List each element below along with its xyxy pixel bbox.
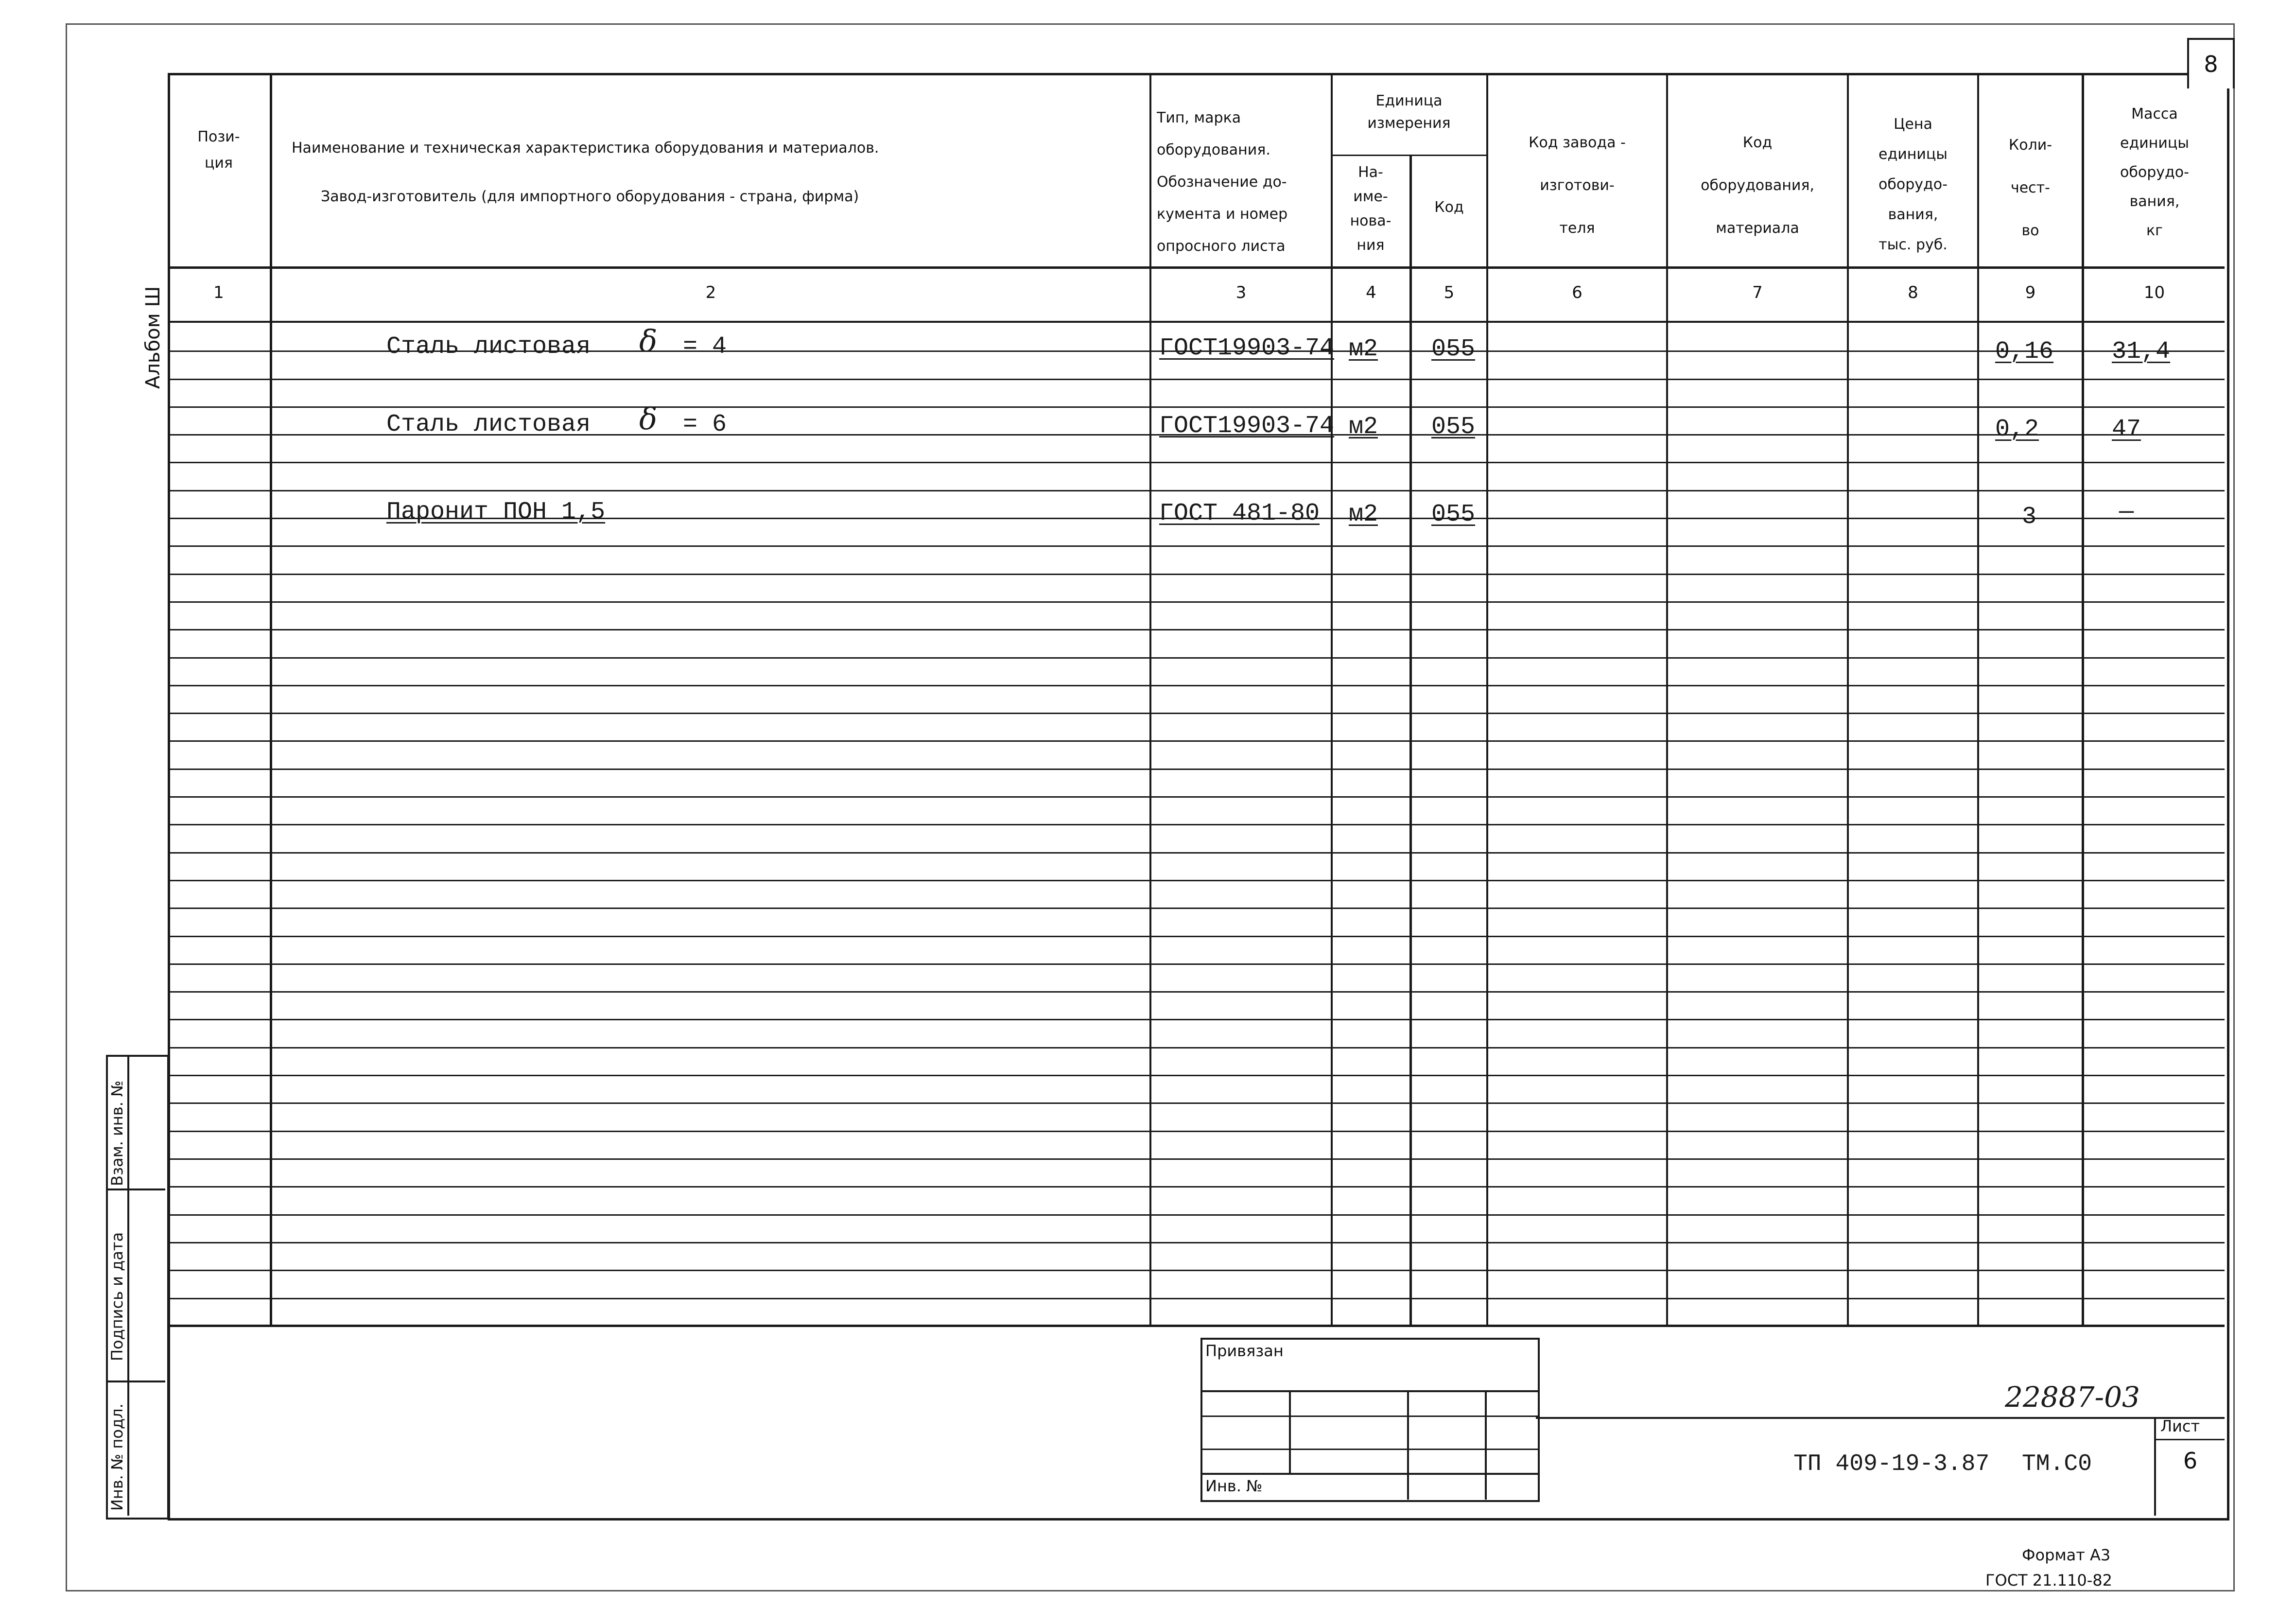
column-number: 5: [1444, 283, 1455, 302]
table-row-line: [168, 601, 2225, 603]
document-suffix: ТМ.С0: [2022, 1451, 2092, 1477]
header-price: Цена единицы оборудо- вания, тыс. руб.: [1879, 116, 1948, 253]
column-number: 1: [213, 283, 224, 302]
table-row-line: [168, 1019, 2225, 1020]
delta-symbol: δ: [639, 401, 658, 437]
header-unit: Единица измерения: [1367, 92, 1451, 132]
row-unit: м2: [1349, 335, 1378, 363]
standard-label: ГОСТ 21.110-82: [1985, 1571, 2112, 1590]
table-row-line: [168, 545, 2225, 547]
row-mass: 47: [2112, 416, 2141, 443]
stamp-inv-original: Инв. № подл.: [108, 1403, 126, 1511]
table-row-line: [168, 490, 2225, 491]
col-line-2: [1149, 73, 1151, 1325]
col-line-3: [1331, 73, 1333, 1325]
unit-sub-line: [1331, 155, 1486, 156]
sheet-number: 6: [2183, 1448, 2198, 1474]
column-number: 2: [705, 283, 716, 302]
header-name: Наименование и техническая характеристика оборудования и материалов. Завод-изготовитель (для импортного оборудования - страна, фирма): [292, 140, 879, 205]
header-mass: Масса единицы оборудо- вания, кг: [2120, 105, 2189, 239]
column-number: 6: [1572, 283, 1583, 302]
colnum-bottom-line: [168, 321, 2225, 323]
col-line-9: [2082, 73, 2084, 1325]
row-name: Сталь листовая: [386, 333, 591, 361]
table-row-line: [168, 713, 2225, 714]
bound-vline: [1485, 1390, 1487, 1500]
sheet-box-divider: [2154, 1439, 2225, 1440]
row-quantity: 0,16: [1995, 338, 2054, 366]
header-unit-name: На- име- нова- ния: [1350, 164, 1392, 254]
column-number: 7: [1752, 283, 1763, 302]
table-row-line: [168, 462, 2225, 463]
table-row-line: [168, 1186, 2225, 1188]
bound-line: [1200, 1473, 1538, 1475]
col-line-8: [1977, 73, 1979, 1325]
table-row-line: [168, 1158, 2225, 1160]
table-row-line: [168, 1047, 2225, 1049]
delta-value: = 4: [683, 333, 727, 361]
table-row-line: [168, 1131, 2225, 1132]
row-code: 055: [1431, 335, 1476, 363]
col-line-6: [1666, 73, 1668, 1325]
table-row-line: [168, 852, 2225, 854]
column-number: 4: [1366, 283, 1376, 302]
side-stamp-line: [106, 1381, 165, 1382]
table-row-line: [168, 936, 2225, 937]
row-quantity: 3: [2022, 503, 2037, 531]
bound-title: Привязан: [1205, 1342, 1284, 1360]
row-code: 055: [1431, 413, 1476, 441]
table-row-line: [168, 379, 2225, 380]
side-stamp-line: [106, 1189, 165, 1190]
stamp-replacement-inv: Взам. инв. №: [108, 1080, 126, 1186]
row-doc: ГОСТ19903-74: [1159, 412, 1335, 440]
row-name: Сталь листовая: [386, 411, 591, 438]
bound-line: [1200, 1390, 1538, 1392]
document-code: ТП 409-19-3.87: [1793, 1451, 1990, 1477]
header-equipment-code: Код оборудования, материала: [1701, 134, 1814, 237]
row-code: 055: [1431, 501, 1476, 528]
row-doc: ГОСТ19903-74: [1159, 334, 1335, 362]
col-line-1: [270, 73, 272, 1325]
bound-vline: [1407, 1390, 1409, 1500]
table-row-line: [168, 796, 2225, 798]
row-mass: 31,4: [2112, 338, 2171, 366]
table-row-line: [168, 406, 2225, 408]
corner-number-box: [2187, 38, 2235, 88]
table-row-line: [168, 1214, 2225, 1216]
table-row-line: [168, 629, 2225, 630]
table-row-line: [168, 685, 2225, 686]
delta-value: = 6: [683, 411, 727, 438]
column-number: 3: [1235, 283, 1247, 302]
title-block-line: [1536, 1417, 2225, 1419]
table-row-line: [168, 1075, 2225, 1076]
table-row-line: [168, 1270, 2225, 1271]
handwritten-number: 22887-03: [2005, 1381, 2140, 1414]
format-label: Формат А3: [2022, 1546, 2111, 1564]
header-factory-code: Код завода - изготови- теля: [1529, 134, 1626, 237]
table-row-line: [168, 991, 2225, 993]
table-row-line: [168, 908, 2225, 909]
table-row-line: [168, 1298, 2225, 1299]
bound-line: [1200, 1416, 1538, 1417]
col-line-7: [1847, 73, 1849, 1325]
header-bottom-line: [168, 266, 2225, 269]
table-bottom-line: [168, 1325, 2225, 1327]
col-line-5: [1486, 73, 1488, 1325]
table-row-line: [168, 740, 2225, 742]
table-row-line: [168, 824, 2225, 825]
stamp-signature-date: Подпись и дата: [108, 1232, 126, 1361]
corner-number: 8: [2204, 51, 2218, 77]
table-row-line: [168, 880, 2225, 881]
table-row-line: [168, 657, 2225, 659]
col-line-4: [1409, 155, 1412, 1325]
side-stamp-divider: [127, 1055, 129, 1516]
column-number: 8: [1908, 283, 1918, 302]
column-number: 9: [2025, 283, 2036, 302]
column-number: 10: [2143, 283, 2165, 302]
delta-symbol: δ: [639, 323, 658, 359]
row-mass: —: [2119, 498, 2134, 526]
header-position: Пози- ция: [197, 128, 240, 172]
table-row-line: [168, 1102, 2225, 1104]
album-label: Альбом Ш: [142, 286, 164, 389]
row-quantity: 0,2: [1995, 416, 2039, 443]
table-row-line: [168, 769, 2225, 770]
bound-inv-label: Инв. №: [1205, 1477, 1263, 1495]
table-row-line: [168, 574, 2225, 575]
row-doc: ГОСТ 481-80: [1159, 500, 1320, 527]
sheet-label: Лист: [2160, 1417, 2200, 1435]
bound-vline: [1289, 1390, 1291, 1473]
table-row-line: [168, 963, 2225, 965]
row-unit: м2: [1349, 501, 1378, 528]
row-name: Паронит ПОН 1,5: [386, 498, 606, 526]
row-unit: м2: [1349, 413, 1378, 441]
table-row-line: [168, 1242, 2225, 1243]
header-quantity: Коли- чест- во: [2008, 137, 2052, 239]
bound-line: [1200, 1449, 1538, 1450]
header-unit-code: Код: [1434, 199, 1464, 216]
header-type: Тип, марка оборудования. Обозначение до- кумента и номер опросного листа: [1157, 109, 1288, 255]
